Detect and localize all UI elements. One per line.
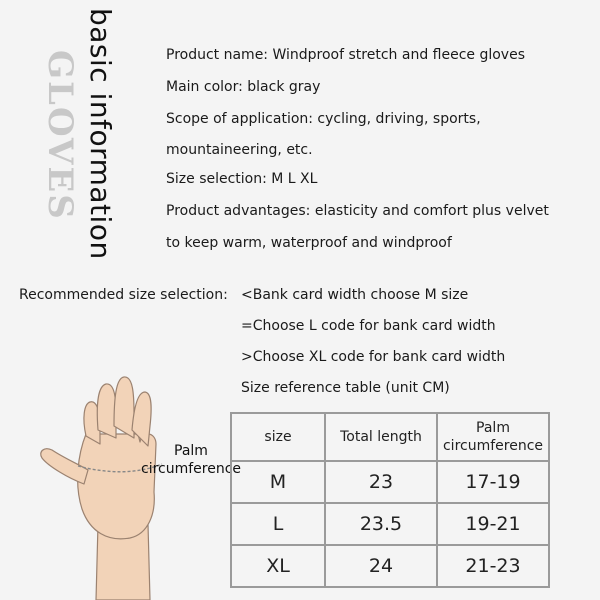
info-scope-cont: mountaineering, etc.	[166, 142, 313, 158]
cell-total-length: 23	[325, 461, 437, 503]
info-product-name: Product name: Windproof stretch and fleece gloves	[166, 47, 525, 63]
hand-palm-label: Palm	[174, 443, 208, 459]
cell-size: M	[231, 461, 325, 503]
info-scope: Scope of application: cycling, driving, sports,	[166, 111, 481, 127]
recommended-l: =Choose L code for bank card width	[241, 318, 496, 334]
info-main-color: Main color: black gray	[166, 79, 321, 95]
size-reference-table	[230, 412, 550, 588]
cell-palm-circumference: 19-21	[437, 503, 549, 545]
table-header-row	[231, 413, 549, 461]
info-advantages-cont: to keep warm, waterproof and windproof	[166, 235, 452, 251]
section-title-vertical: basic information	[84, 8, 117, 260]
cell-total-length: 23.5	[325, 503, 437, 545]
header-total-length: Total length	[325, 413, 437, 461]
recommended-size-label: Recommended size selection:	[19, 287, 228, 303]
cell-size: XL	[231, 545, 325, 587]
cell-size: L	[231, 503, 325, 545]
info-advantages: Product advantages: elasticity and comfort plus velvet	[166, 203, 549, 219]
header-size: size	[231, 413, 325, 461]
size-table-caption: Size reference table (unit CM)	[241, 380, 450, 396]
recommended-xl: >Choose XL code for bank card width	[241, 349, 506, 365]
watermark-gloves: GLOVES	[40, 50, 80, 221]
table-row	[231, 545, 549, 587]
table-row	[231, 461, 549, 503]
cell-palm-circumference: 21-23	[437, 545, 549, 587]
cell-palm-circumference: 17-19	[437, 461, 549, 503]
table-row	[231, 503, 549, 545]
cell-total-length: 24	[325, 545, 437, 587]
header-palm-line1: Palm	[476, 420, 510, 436]
hand-illustration	[38, 374, 188, 600]
header-palm-circumference	[437, 413, 549, 461]
info-size-selection: Size selection: M L XL	[166, 171, 318, 187]
hand-circumference-label: circumference	[141, 461, 242, 477]
header-palm-line2: circumference	[442, 438, 544, 454]
recommended-m: <Bank card width choose M size	[241, 287, 469, 303]
